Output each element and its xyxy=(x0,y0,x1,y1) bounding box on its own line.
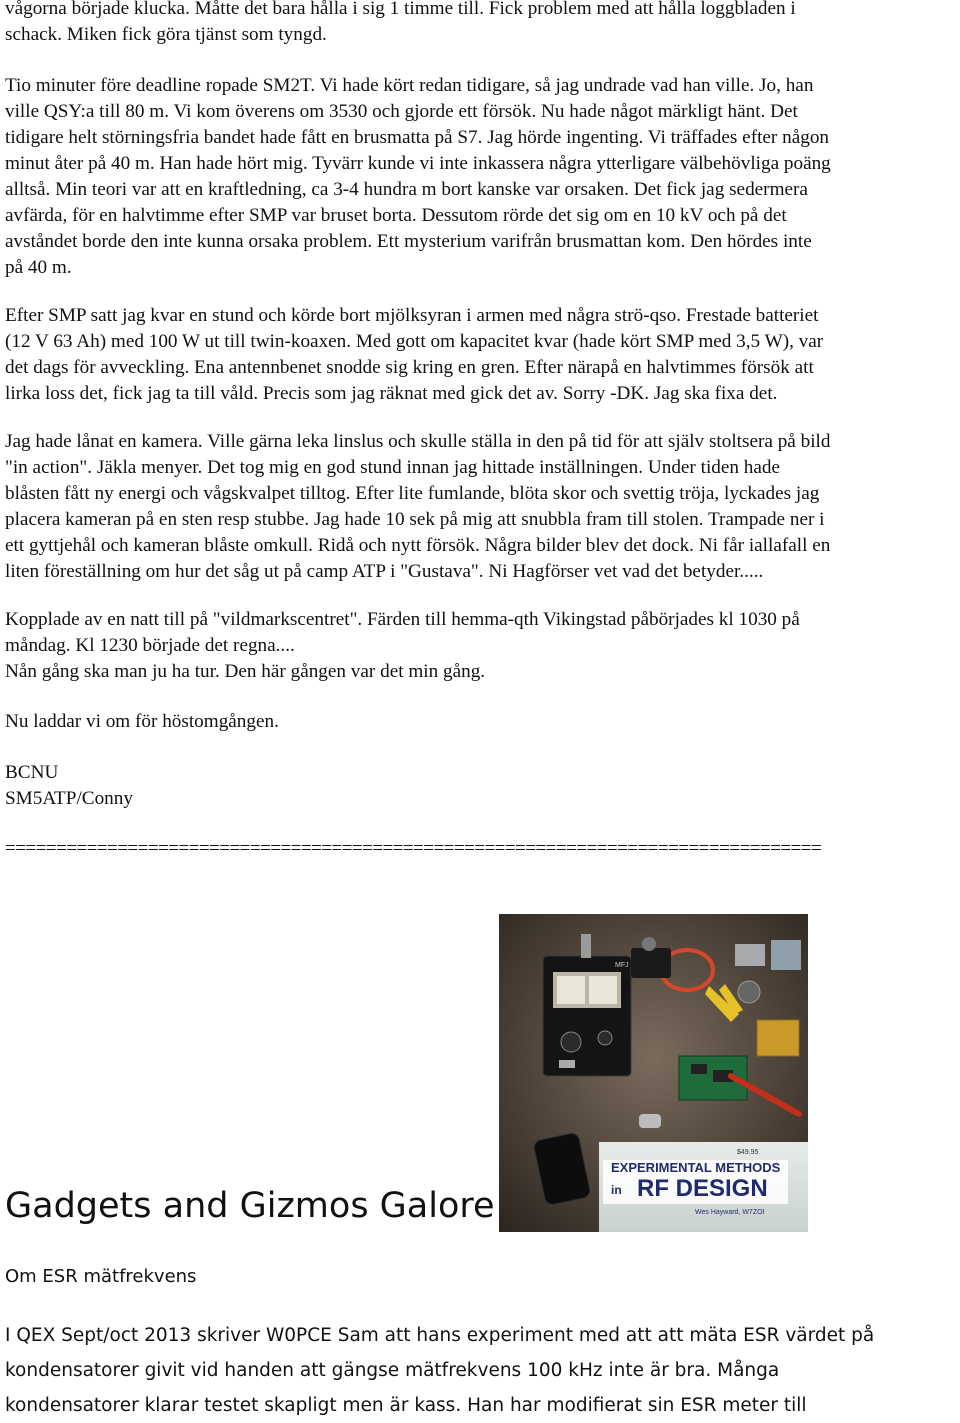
text-line: avfärda, för en halvtimme efter SMP var bruset borta. Dessutom rörde det sig om en 10 kV och på det xyxy=(5,205,787,226)
gadgets-photo xyxy=(499,914,808,1232)
text-line: BCNU xyxy=(5,762,59,783)
text-line: Efter SMP satt jag kvar en stund och körde bort mjölksyran i armen med några strö-qso. Frestade batteriet xyxy=(5,305,819,326)
text-line: kondensatorer klarar testet skapligt men är kass. Han har modifierat sin ESR meter till xyxy=(5,1395,807,1416)
book-title-in: in xyxy=(611,1183,622,1197)
book-title-line1: EXPERIMENTAL METHODS xyxy=(611,1160,781,1175)
book-title-line2: RF DESIGN xyxy=(637,1175,768,1202)
text-line: I QEX Sept/oct 2013 skriver W0PCE Sam att hans experiment med att att mäta ESR värdet på xyxy=(5,1325,875,1346)
text-line: det dags för avveckling. Ena antennbenet snodde sig kring en gren. Efter närapå en halvtimmes försök att xyxy=(5,357,814,378)
text-line: SM5ATP/Conny xyxy=(5,788,133,809)
gadgets-photo-illustration xyxy=(499,914,808,1232)
paragraph-3 xyxy=(5,303,957,407)
paragraph-4 xyxy=(5,429,957,585)
text-line: blåsten fått ny energi och vågskvalpet tilltog. Efter lite fumlande, blöta skor och svettig tröja, lyckades jag xyxy=(5,483,820,504)
text-line: "in action". Jäkla menyer. Det tog mig en god stund innan jag hittade inställningen. Under tiden hade xyxy=(5,457,780,478)
text-line: på 40 m. xyxy=(5,257,72,278)
separator-line: ================================================================================ xyxy=(5,838,822,859)
article-body xyxy=(5,1318,874,1423)
article-subheading: Om ESR mätfrekvens xyxy=(5,1266,197,1287)
text-line: liten föreställning om hur det såg ut på camp ATP i "Gustava". Ni Hagförser vet vad det betyder..... xyxy=(5,561,764,582)
text-line: Tio minuter före deadline ropade SM2T. Vi hade kört redan tidigare, så jag undrade vad han ville. Jo, han xyxy=(5,75,814,96)
text-line: placera kameran på en sten resp stubbe. Jag hade 10 sek på mig att snubbla fram till stolen. Trampade ner i xyxy=(5,509,825,530)
text-line: ville QSY:a till 80 m. Vi kom överens om 3530 och gjorde ett försök. Nu hade något märkligt hänt. Det xyxy=(5,101,798,122)
signature-block xyxy=(5,760,957,812)
text-line: (12 V 63 Ah) med 100 W ut till twin-koaxen. Med gott om kapacitet kvar (hade kört SMP med 3,5 W), var xyxy=(5,331,824,352)
text-line: Nu laddar vi om för höstomgången. xyxy=(5,711,279,732)
book-author: Wes Hayward, W7ZOI xyxy=(695,1209,765,1216)
text-line: måndag. Kl 1230 började det regna.... xyxy=(5,635,295,656)
text-line: ett gyttjehål och kameran blåste omkull. Ridå och nytt försök. Några bilder blev det dock. Ni får iallafall en xyxy=(5,535,831,556)
meter-brand-text: MFJ xyxy=(615,962,629,969)
text-line: avståndet borde den inte kunna orsaka problem. Ett mysterium varifrån brusmattan kom. Den hördes inte xyxy=(5,231,812,252)
text-line: lirka loss det, fick jag ta till våld. Precis som jag räknat med gick det av. Sorry -DK. Jag ska fixa det. xyxy=(5,383,778,404)
book-price: $49.95 xyxy=(737,1149,759,1156)
article-heading: Gadgets and Gizmos Galore xyxy=(5,1186,495,1226)
text-line: kondensatorer givit vid handen att gängse mätfrekvens 100 kHz inte är bra. Många xyxy=(5,1360,780,1381)
paragraph-2 xyxy=(5,73,957,281)
text-line: Nån gång ska man ju ha tur. Den här gången var det min gång. xyxy=(5,661,486,682)
text-line: alltså. Min teori var att en kraftledning, ca 3-4 hundra m bort kanske var orsaken. Det fick jag sedermera xyxy=(5,179,808,200)
text-line: minut åter på 40 m. Han hade hört mig. Tyvärr kunde vi inte inkassera några ytterligare välbehövliga poäng xyxy=(5,153,831,174)
paragraph-6 xyxy=(5,709,957,735)
paragraph-1 xyxy=(5,0,957,48)
text-line: Kopplade av en natt till på "vildmarkscentret". Färden till hemma-qth Vikingstad påbörjades kl 1030 på xyxy=(5,609,800,630)
text-line: Jag hade lånat en kamera. Ville gärna leka linslus och skulle ställa in den på tid för att själv stoltsera på bild xyxy=(5,431,831,452)
paragraph-5 xyxy=(5,607,957,685)
text-line: schack. Miken fick göra tjänst som tyngd. xyxy=(5,24,327,45)
rf-design-book xyxy=(599,1142,808,1232)
text-line: vågorna började klucka. Måtte det bara hålla i sig 1 timme till. Fick problem med att hålla loggbladen i xyxy=(5,0,796,19)
text-line: tidigare helt störningsfria bandet hade fått en brusmatta på S7. Jag hörde ingenting. Vi träffades efter någon xyxy=(5,127,830,148)
